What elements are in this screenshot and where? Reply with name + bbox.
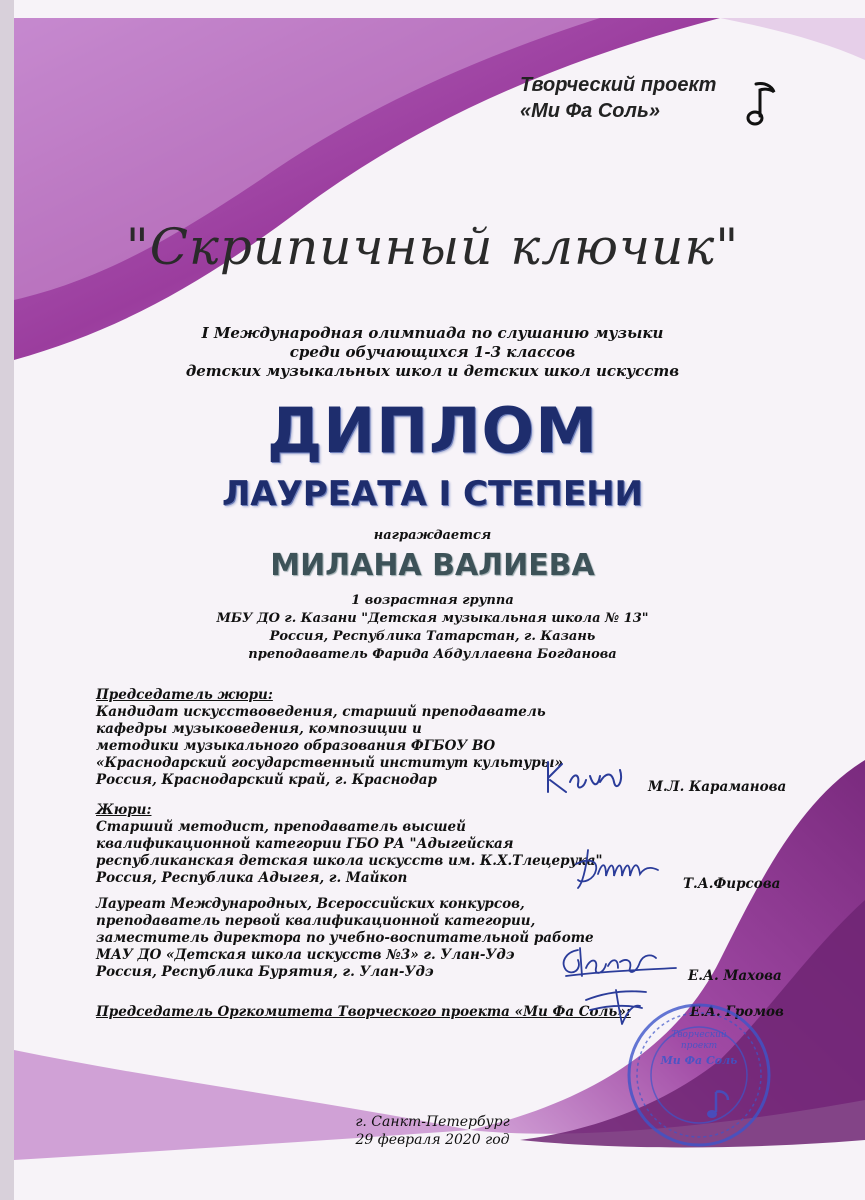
chairman-line: «Краснодарский государственный институт культуры» [96,755,563,771]
footer [0,1113,865,1149]
olympiad-line3: детских музыкальных школ и детских школ искусств [185,362,680,380]
jury2-line: Россия, Республика Бурятия, г. Улан-Удэ [96,964,434,980]
org-signature-name: Е.А. Громов [690,1004,784,1020]
project-line2: «Ми Фа Соль» [520,100,660,122]
olympiad-line2: среди обучающихся 1-3 классов [289,343,576,361]
chairman-line: Кандидат искусствоведения, старший преподаватель [96,704,546,720]
stamp-line1: Творческий [671,1030,727,1040]
jury-heading: Жюри: [96,802,152,818]
chairman-signature-name: М.Л. Караманова [648,779,787,795]
stamp-line2: проект [680,1041,718,1051]
recipient-info-line3: Россия, Республика Татарстан, г. Казань [269,629,596,644]
olympiad-description [0,324,865,381]
jury1-line: квалификационной категории ГБО РА "Адыгейская [96,836,514,852]
footer-city: г. Санкт-Петербург [355,1114,510,1130]
chairman-line: кафедры музыковедения, композиции и [96,721,422,737]
org-heading: Председатель Оргкомитета Творческого проекта «Ми Фа Соль»: [96,1004,631,1020]
footer-date: 29 февраля 2020 год [355,1132,510,1148]
jury1-line: Старший методист, преподаватель высшей [96,819,466,835]
jury2-line: МАУ ДО «Детская школа искусств №3» г. Улан-Удэ [96,947,515,963]
recipient-info [0,592,865,664]
jury1-line: Россия, Республика Адыгея, г. Майкоп [96,870,408,886]
chairman-block [96,687,563,789]
recipient-info-line4: преподаватель Фарида Абдуллаевна Богданова [248,647,617,662]
jury2-line: преподаватель первой квалификационной категории, [96,913,536,929]
diploma-title: ДИПЛОМ [267,394,598,467]
jury1-signature [568,840,668,895]
jury2-line: Лауреат Международных, Всероссийских конкурсов, [96,896,525,912]
jury1-signature-name: Т.А.Фирсова [683,876,781,892]
recipient-name: МИЛАНА ВАЛИЕВА [270,548,595,583]
jury2-signature-name: Е.А. Махова [688,968,782,984]
jury1-line: республиканская детская школа искусств им. К.Х.Тлецерука" [96,853,603,869]
project-header [520,72,716,124]
chairman-line: Россия, Краснодарский край, г. Краснодар [96,772,437,788]
stamp-line3: Ми Фа Соль [660,1054,738,1067]
recipient-info-line2: МБУ ДО г. Казани "Детская музыкальная школа № 13" [216,611,649,626]
jury2-signature [556,940,686,985]
diploma-subtitle: ЛАУРЕАТА I СТЕПЕНИ [221,474,643,514]
competition-title: "Скрипичный ключик" [125,218,740,276]
project-line1: Творческий проект [520,74,717,96]
jury1-block [96,802,603,887]
olympiad-line1: I Международная олимпиада по слушанию музыки [201,324,664,342]
jury2-block [96,896,594,981]
awarded-label: награждается [373,528,492,543]
jury2-line: заместитель директора по учебно-воспитательной работе [96,930,594,946]
chairman-heading: Председатель жюри: [96,687,273,703]
stamp-text [664,1030,734,1052]
recipient-info-line1: 1 возрастная группа [351,593,514,608]
chairman-signature [540,752,630,802]
chairman-line: методики музыкального образования ФГБОУ ВО [96,738,496,754]
music-note-icon [742,78,782,130]
